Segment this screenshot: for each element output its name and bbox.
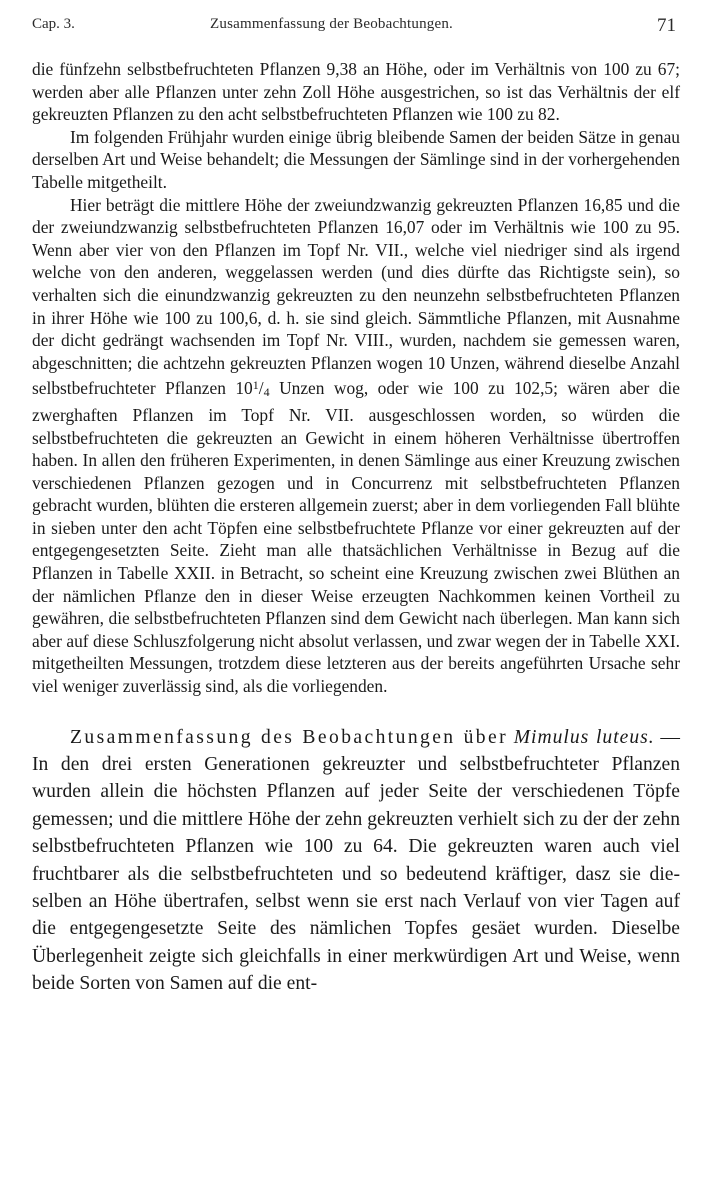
fraction-denominator: 4 xyxy=(263,385,270,400)
paragraph-mean-height: Hier beträgt die mittlere Höhe der zweiundzwanzig gekreuzten Pflanzen 16,85 und die der zweiundzwanzig selbstbefruchteten Pflanzen 16,07 oder im Verhältnis wie 100 zu 95. Wenn aber vier von den Pflanzen im Topf Nr. VII., welche viel niedriger sind als irgend welche von den anderen, weggelassen werden (und dies dürfte das Richtigste sein), so verhalten sich die einundzwanzig gekreuzten zu den neunzehn selbstbefruchteten Pflanzen in ihrer Höhe wie 100 zu 100,6, d. h. sie sind gleich. Sämmtliche Pflanzen, mit Ausnahme der dicht gedrängt wachsenden im Topf Nr. VIII., wurden, nachdem sie gemessen waren, abgeschnitten; die achtzehn gekreuzten Pflanzen wogen 10 Unzen, während dieselbe Anzahl selbstbefruchteter Pflanzen $10^1/4$ Unzen wog, oder wie 100 zu 102,5; wären aber die zwerghaften Pflanzen im Topf Nr. VII. ausgeschlossen worden, so würden die selbstbefruchteten die gekreuzten an Gewicht in einem höheren Verhältnisse übertroffen haben. In allen den früheren Experimenten, in denen Sämlinge aus einer Kreuzung zwischen verschiedenen Pflanzen gezogen und in Concurrenz mit selbstbefruchteten Pflanzen gebracht wurden, blühten die ersteren allgemein zuerst; aber in dem vorliegenden Fall blühte in sieben unter den acht Töpfen eine selbstbefruchtete Pflanze vor einer gekreuzten auf der entgegengesetzten Seite. Zieht man alle thatsächlichen Verhältnisse in Bezug auf die Pflanzen in Tabelle XXII. in Betracht, so scheint eine Kreuzung zwischen zwei Blüthen an der nämlichen Pflanze den in dieser Weise erzeugten Nachkommen keinen Vortheil zu gewähren, die selbstbefruchteten Pflanzen sind dem Gewicht nach überlegen. Man kann sich aber auf diese Schluszfolgerung nicht absolut verlassen, und zwar wegen der in Tabelle XXI. mitgetheilten Messungen, trotzdem diese letzteren aus der bereits angeführten Ursache sehr viel weniger zuverlässig sind, als die vorliegenden. xyxy=(32,194,680,697)
summary-text: — In den drei ersten Generationen gekreuzter und selbstbefruchteter Pflanzen wurden allein die höchsten Pflanzen auf jeder Seite der verschiedenen Töpfe gemessen; und die mittlere Höhe der zehn gekreuzten verhielt sich zu der der zehn selbstbefruchteten Pflanzen wie 100 zu 64. Die gekreuzten waren auch viel fruchtbarer als die selbstbefruchteten und so bedeutend kräftiger, dasz sie dieselben an Höhe übertrafen, selbst wenn sie erst nach Verlauf von vier Tagen auf die entgegengesetzte Seite des nämlichen Topfes gesäet wurden. Dieselbe Überlegenheit zeigte sich gleichfalls in einer merkwürdigen Art und Weise, wenn beide Sorten von Samen auf die ent- xyxy=(32,726,680,995)
page-number: 71 xyxy=(657,15,676,36)
body-text xyxy=(32,58,680,698)
paragraph-mean-height-text: Hier beträgt die mittlere Höhe der zweiundzwanzig gekreuzten Pflanzen 16,85 und die der zweiundzwanzig selbstbefruchteten Pflanzen 16,07 oder im Verhältnis wie 100 zu 95. Wenn aber vier von den Pflanzen im Topf Nr. VII., welche viel niedriger sind als irgend welche von den anderen, weggelassen werden (und dies dürfte das Richtigste sein), so verhalten sich die einundzwanzig gekreuzten zu den neunzehn selbstbefruchteten Pflanzen in ihrer Höhe wie 100 zu 100,6, d. h. sie sind gleich. Sämmtliche Pflanzen, mit Ausnahme der dicht gedrängt wachsenden im Topf Nr. VIII., wurden, nachdem sie gemessen waren, abgeschnitten; die achtzehn gekreuzten Pflanzen wogen 10 Unzen, während dieselbe Anzahl selbstbefruchteter Pflanzen 10 xyxy=(32,194,680,399)
summary-section xyxy=(32,724,680,998)
running-header xyxy=(32,10,680,38)
fraction-numerator: 1 xyxy=(252,378,259,393)
species-name: Mimulus luteus. xyxy=(513,726,655,748)
running-title: Zusammenfassung der Beobachtungen. xyxy=(210,16,453,32)
paragraph-mean-height-rest: Unzen wog, oder wie 100 zu 102,5; wären aber die zwerghaften Pflanzen im Topf Nr. VII. ausgeschlossen worden, so würden die selbstbefruchteten die gekreuzten an Gewicht in einem höheren Verhältnisse übertroffen haben. In allen den früheren Experimenten, in denen Sämlinge aus einer Kreuzung zwischen verschiedenen Pflanzen gezogen und in Concurrenz mit selbstbefruchteten Pflanzen gebracht wurden, blühten die ersteren allgemein zuerst; aber in dem vorliegenden Fall blühte in sieben unter den acht Töpfen eine selbstbefruchtete Pflanze vor einer gekreuzten auf der entgegengesetzten Seite. Zieht man alle thatsächlichen Verhältnisse in Bezug auf die Pflanzen in Tabelle XXII. in Betracht, so scheint eine Kreuzung zwischen zwei Blüthen an der nämlichen Pflanze den in dieser Weise erzeugten Nachkommen keinen Vortheil zu gewähren, die selbstbefruchteten Pflanzen sind dem Gewicht nach überlegen. Man kann sich aber auf diese Schluszfolgerung nicht absolut verlassen, und zwar wegen der in Tabelle XXI. mitgetheilten Messungen, trotzdem diese letzteren aus der bereits angeführten Ursache sehr viel weniger zuverlässig sind, als die vorliegenden. xyxy=(32,378,680,697)
paragraph-continuation: die fünfzehn selbstbefruchteten Pflanzen 9,38 an Höhe, oder im Verhältnis von 100 zu 67; werden aber alle Pflanzen unter zehn Zoll Höhe ausgestrichen, so ist das Verhältnis der elf gekreuzten Pflanzen zu den acht selbstbefruchteten Pflanzen wie 100 zu 82. xyxy=(32,59,680,125)
paragraph-spring-seedlings: Im folgenden Frühjahr wurden einige übrig bleibende Samen der beiden Sätze in genau derselben Art und Weise behandelt; die Messungen der Sämlinge sind in der vorhergehenden Tabelle mitgetheilt. xyxy=(32,126,680,192)
chapter-label: Cap. 3. xyxy=(32,16,75,32)
summary-paragraph xyxy=(32,724,680,998)
summary-heading: Zusammenfassung des Beobachtungen über xyxy=(70,726,509,748)
